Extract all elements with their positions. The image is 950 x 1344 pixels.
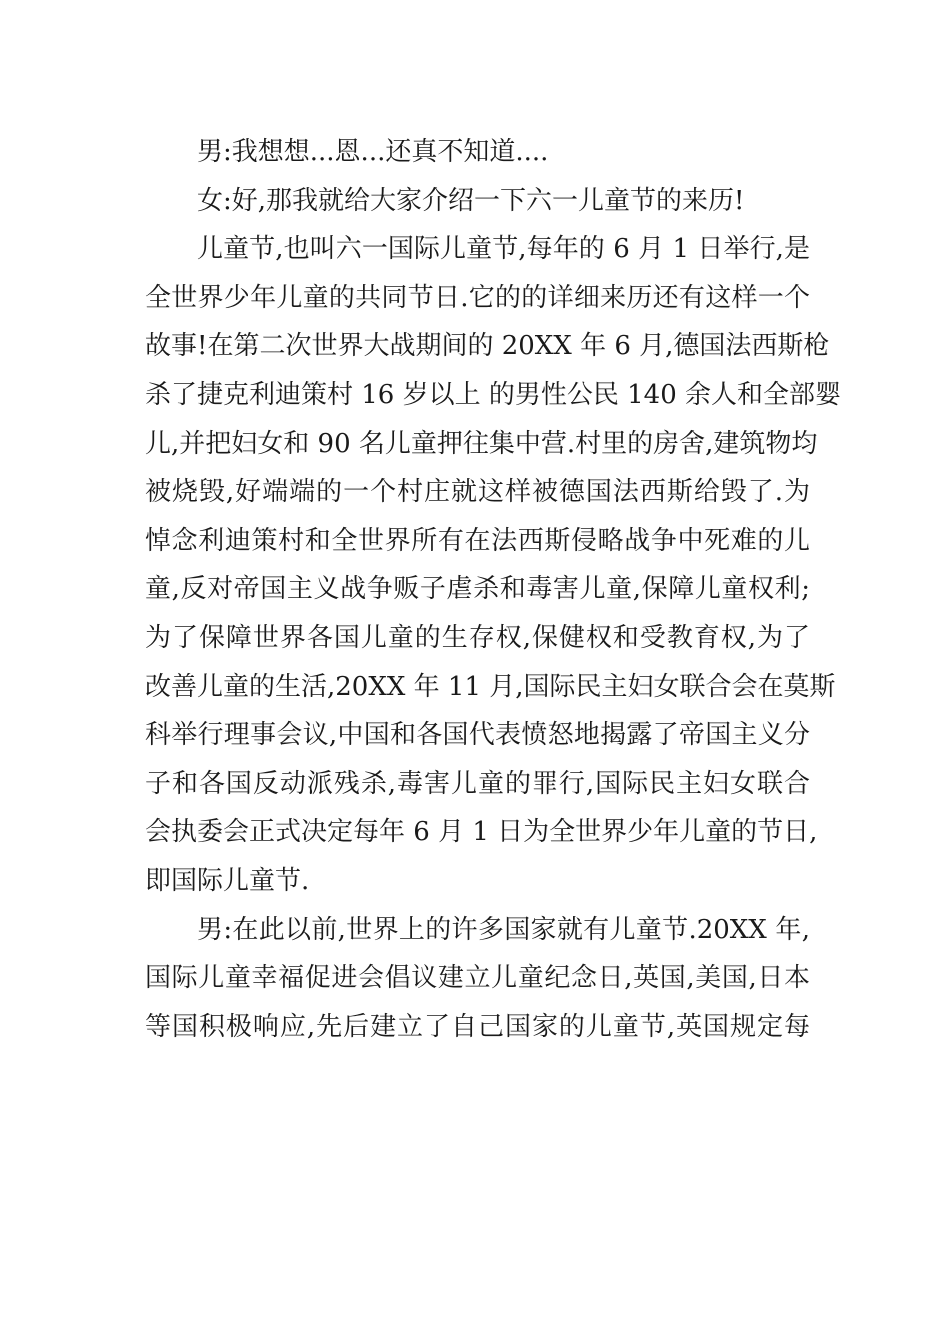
paragraph-line: 科举行理事会议,中国和各国代表愤怒地揭露了帝国主义分: [145, 720, 810, 751]
paragraph-line: 为了保障世界各国儿童的生存权,保健权和受教育权,为了: [145, 622, 810, 653]
paragraph-line: 被烧毁,好端端的一个村庄就这样被德国法西斯给毁了.为: [145, 477, 810, 508]
paragraph-line: 改善儿童的生活,20XX 年 11 月,国际民主妇女联合会在莫斯: [145, 671, 836, 702]
dialogue-line-female-1: 女:好,那我就给大家介绍一下六一儿童节的来历!: [197, 185, 745, 216]
paragraph-line: 儿,并把妇女和 90 名儿童押往集中营.村里的房舍,建筑物均: [145, 428, 818, 459]
paragraph-line: 子和各国反动派残杀,毒害儿童的罪行,国际民主妇女联合: [145, 768, 810, 799]
paragraph-line: 儿童节,也叫六一国际儿童节,每年的 6 月 1 日举行,是: [197, 234, 810, 265]
paragraph-line-end: 即国际儿童节.: [145, 865, 310, 896]
document-body: [145, 128, 842, 1051]
paragraph-line: 杀了捷克利迪策村 16 岁以上 的男性公民 140 余人和全部婴: [145, 379, 842, 410]
paragraph-line: 悼念利迪策村和全世界所有在法西斯侵略战争中死难的儿: [145, 525, 810, 556]
paragraph-line: 全世界少年儿童的共同节日.它的的详细来历还有这样一个: [145, 282, 810, 313]
paragraph-line: 国际儿童幸福促进会倡议建立儿童纪念日,英国,美国,日本: [145, 963, 810, 994]
paragraph-line: 会执委会正式决定每年 6 月 1 日为全世界少年儿童的节日,: [145, 817, 818, 848]
paragraph-line: 等国积极响应,先后建立了自己国家的儿童节,英国规定每: [145, 1011, 810, 1042]
dialogue-line-male-2: 男:在此以前,世界上的许多国家就有儿童节.20XX 年,: [197, 914, 810, 945]
dialogue-line-male-1: 男:我想想...恩...还真不知道....: [197, 137, 549, 167]
paragraph-line: 故事!在第二次世界大战期间的 20XX 年 6 月,德国法西斯枪: [145, 331, 830, 362]
paragraph-line: 童,反对帝国主义战争贩子虐杀和毒害儿童,保障儿童权利;: [145, 574, 810, 605]
